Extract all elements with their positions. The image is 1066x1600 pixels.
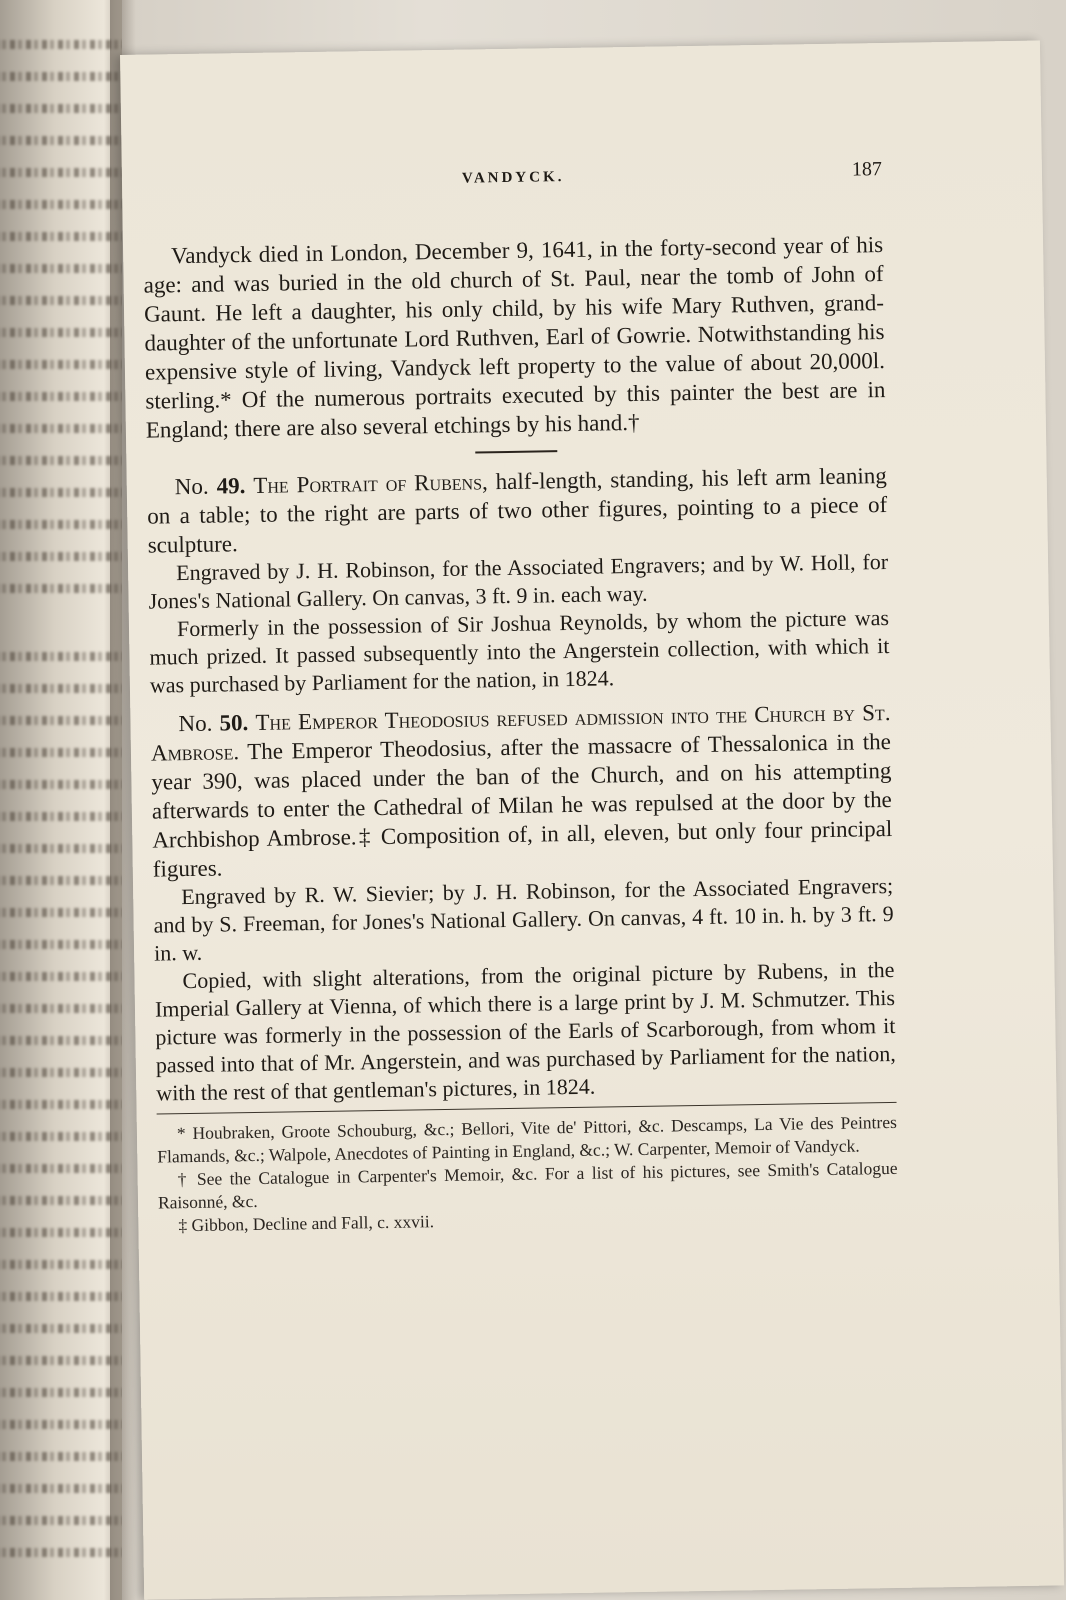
entry-heading — [150, 698, 893, 884]
facing-page-text-line — [0, 1388, 122, 1397]
facing-page-text-line — [0, 684, 122, 693]
facing-page-text-line — [0, 456, 122, 465]
facing-page-text-line — [0, 844, 122, 853]
footnote: † See the Catalogue in Carpenter's Memoir, &c. For a list of his pictures, see Smith's Catalogue Raisonné, &c. — [157, 1157, 898, 1213]
facing-page-text-line — [0, 1548, 122, 1557]
entry-title: The Emperor Theodosius refused admission into the Church by St. Ambrose. — [150, 699, 891, 766]
opening-paragraph: Vandyck died in London, December 9, 1641, in the forty-second year of his age: and was buried in the old church of St. Paul, near the tomb of John of Gaunt. He left a daughter, his only child, by his wife Mary Ruthven, grand-daughter of the unfortunate Lord Ruthven, Earl of Gowrie. Notwithstanding his expensive style of living, Vandyck left property to the value of about 20,000l. sterling.* Of the numerous portraits executed by this painter the best are in England; there are also several etchings by his hand.† — [143, 232, 886, 443]
facing-page-text-line — [0, 972, 122, 981]
facing-page-text-line — [0, 1100, 122, 1109]
entry-history: Formerly in the possession of Sir Joshua Reynolds, by whom the picture was much prized. It passed subsequently into the Angerstein collection, with which it was purchased by Parliament for the nation, in 1824. — [149, 604, 890, 698]
facing-page-text-line — [0, 200, 122, 209]
facing-page-text-line — [0, 812, 122, 821]
running-head: VANDYCK. — [461, 169, 565, 187]
facing-page-text-line — [0, 488, 122, 497]
section-rule — [475, 450, 557, 453]
facing-page-text-line — [0, 104, 122, 113]
facing-page-text-line — [0, 232, 122, 241]
facing-page-text-line — [0, 1068, 122, 1077]
entry-engraved: Engraved by J. H. Robinson, for the Associated Engravers; and by W. Holl, for Jones's National Gallery. On canvas, 3 ft. 9 in. each way. — [148, 549, 889, 614]
entry-description: The Emperor Theodosius, after the massacre of Thessalonica in the year 390, was placed under the ban of the Church, and on his attempting afterwards to enter the Cathedral of Milan he was repulsed at the door by the Archbishop Ambrose.‡ Composition of, in all, eleven, but only four principal figures. — [151, 728, 893, 882]
facing-page-text-line — [0, 908, 122, 917]
facing-page-text-line — [0, 652, 122, 661]
running-header — [142, 158, 882, 200]
facing-page-text-line — [0, 1292, 122, 1301]
facing-page-text-line — [0, 748, 122, 757]
facing-page-text-line — [0, 1228, 122, 1237]
facing-page-text-line — [0, 1452, 122, 1461]
facing-page-text-line — [0, 716, 122, 725]
entry-title: The Portrait of Rubens, — [253, 469, 488, 498]
text-column — [142, 158, 898, 1236]
facing-page-text-line — [0, 360, 122, 369]
facing-page — [0, 0, 122, 1600]
facing-page-text-line — [0, 296, 122, 305]
entry-engraved: Engraved by R. W. Sievier; by J. H. Robinson, for the Associated Engravers; and by S. Freeman, for Jones's National Gallery. On canvas, 4 ft. 10 in. h. by 3 ft. 9 in. w. — [153, 872, 894, 966]
facing-page-text-line — [0, 1516, 122, 1525]
facing-page-text-line — [0, 940, 122, 949]
facing-page-text-line — [0, 1196, 122, 1205]
facing-page-text-line — [0, 1356, 122, 1365]
entry-description: half-length, standing, his left arm leaning on a table; to the right are parts of two other figures, pointing to a piece of sculpture. — [147, 463, 888, 558]
facing-page-text-line — [0, 584, 122, 593]
book-page — [120, 41, 1064, 1600]
facing-page-text-line — [0, 520, 122, 529]
entry-label: No. — [174, 473, 209, 500]
facing-page-text-line — [0, 780, 122, 789]
facing-page-text-line — [0, 264, 122, 273]
facing-page-text-line — [0, 392, 122, 401]
footnote: * Houbraken, Groote Schouburg, &c.; Bellori, Vite de' Pittori, &c. Descamps, La Vie des Peintres Flamands, &c.; Walpole, Anecdotes of Painting in England, &c.; W. Carpenter, Memoir of Vandyck. — [157, 1111, 898, 1167]
facing-page-text-line — [0, 1132, 122, 1141]
entry-history: Copied, with slight alterations, from the original picture by Rubens, in the Imperial Gallery at Vienna, of which there is a large print by J. M. Schmutzer. This picture was formerly in the possession of the Earls of Scarborough, from whom it passed into that of Mr. Angerstein, and was purchased by Parliament for the nation, with the rest of that gentleman's pictures, in 1824. — [154, 956, 896, 1106]
entry-heading — [147, 461, 888, 560]
entry-label: No. — [178, 710, 213, 737]
facing-page-text-line — [0, 876, 122, 885]
facing-page-text-line — [0, 328, 122, 337]
page-number: 187 — [851, 158, 883, 181]
facing-page-text-line — [0, 1260, 122, 1269]
catalogue-entry — [150, 698, 896, 1108]
facing-page-text-line — [0, 168, 122, 177]
facing-page-text-line — [0, 1036, 122, 1045]
facing-page-text-line — [0, 424, 122, 433]
entry-number: 50. — [219, 710, 249, 736]
facing-page-text-line — [0, 136, 122, 145]
facing-page-text-line — [0, 40, 122, 49]
facing-page-text-line — [0, 552, 122, 561]
entry-number: 49. — [216, 473, 246, 499]
facing-page-text-line — [0, 1324, 122, 1333]
footnote: ‡ Gibbon, Decline and Fall, c. xxvii. — [178, 1211, 435, 1236]
facing-page-text-line — [0, 1420, 122, 1429]
facing-page-text-line — [0, 72, 122, 81]
catalogue-entry — [147, 461, 890, 700]
facing-page-text-line — [0, 1164, 122, 1173]
page-body — [143, 230, 899, 1238]
facing-page-text-line — [0, 1484, 122, 1493]
facing-page-text-line — [0, 1004, 122, 1013]
footnotes — [157, 1102, 899, 1238]
